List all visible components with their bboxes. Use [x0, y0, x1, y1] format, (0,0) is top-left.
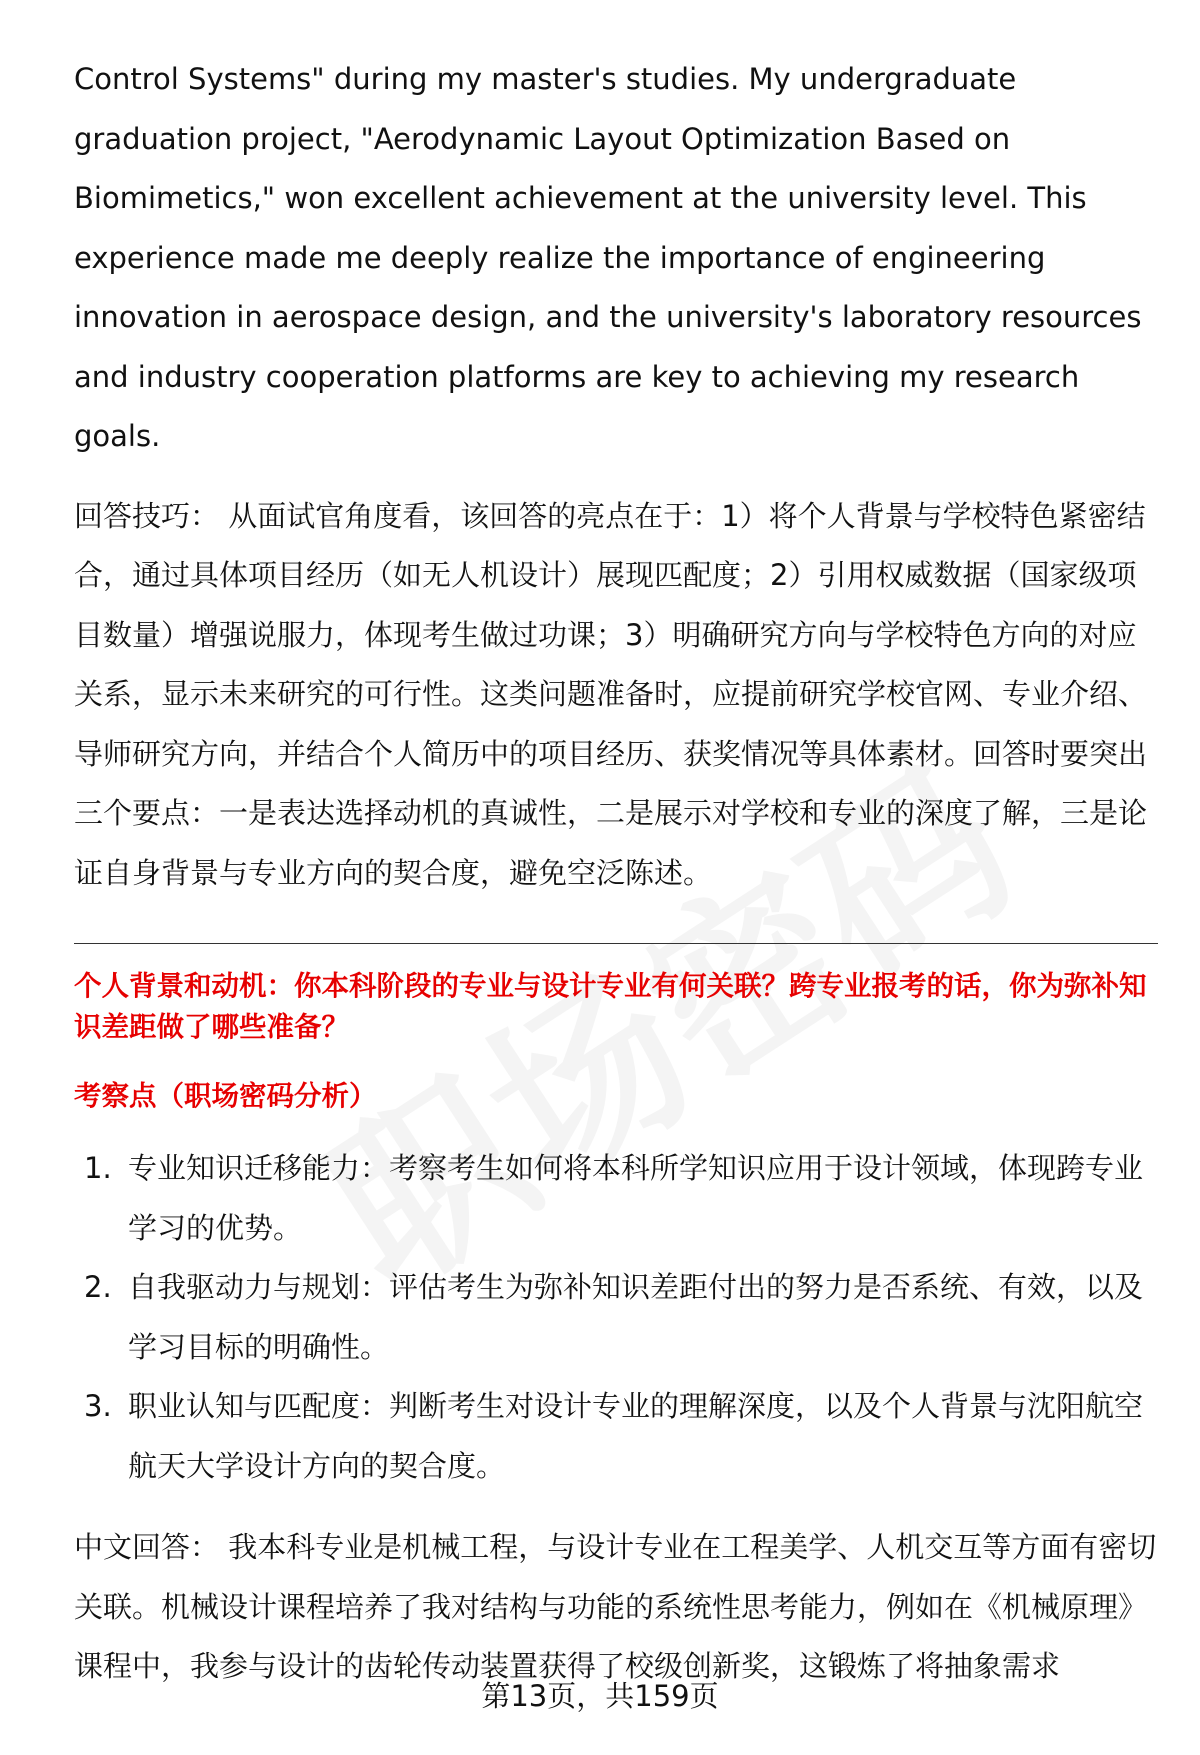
list-item: [74, 1139, 1158, 1258]
list-item-text: 职业认知与匹配度：判断考生对设计专业的理解深度，以及个人背景与沈阳航空航天大学设计方向的契合度。: [128, 1389, 1144, 1483]
assessment-points-list: [74, 1139, 1158, 1496]
list-item: [74, 1258, 1158, 1377]
list-item-text: 自我驱动力与规划：评估考生为弥补知识差距付出的努力是否系统、有效，以及学习目标的明确性。: [128, 1270, 1144, 1364]
section-divider: [74, 943, 1158, 944]
document-body: [74, 50, 1158, 1697]
question-heading: 个人背景和动机：你本科阶段的专业与设计专业有何关联？跨专业报考的话，你为弥补知识差距做了哪些准备？: [74, 970, 1147, 1043]
english-answer-continuation: Control Systems" during my master's studies. My undergraduate graduation project, "Aerodynamic Layout Optimization Based on Biomimetics," won excellent achievement at the university level. This experience made me deeply realize the importance of engineering innovation in aerospace design, and the university's laboratory resources and industry cooperation platforms are key to achieving my research goals.: [74, 62, 1142, 453]
list-item-number: 2.: [84, 1270, 112, 1304]
answer-tips-paragraph: 回答技巧： 从面试官角度看，该回答的亮点在于：1）将个人背景与学校特色紧密结合，通过具体项目经历（如无人机设计）展现匹配度；2）引用权威数据（国家级项目数量）增强说服力，体现考生做过功课；3）明确研究方向与学校特色方向的对应关系，显示未来研究的可行性。这类问题准备时，应提前研究学校官网、专业介绍、导师研究方向，并结合个人简历中的项目经历、获奖情况等具体素材。回答时要突出三个要点：一是表达选择动机的真诚性，二是展示对学校和专业的深度了解，三是论证自身背景与专业方向的契合度，避免空泛陈述。: [74, 498, 1148, 890]
list-item-number: 3.: [84, 1389, 112, 1423]
list-item-text: 专业知识迁移能力：考察考生如何将本科所学知识应用于设计领域，体现跨专业学习的优势。: [128, 1151, 1144, 1245]
assessment-points-heading: 考察点（职场密码分析）: [74, 1080, 377, 1112]
chinese-answer-paragraph: 中文回答： 我本科专业是机械工程，与设计专业在工程美学、人机交互等方面有密切关联。机械设计课程培养了我对结构与功能的系统性思考能力，例如在《机械原理》课程中，我参与设计的齿轮传动装置获得了校级创新奖，这锻炼了将抽象需求: [74, 1530, 1157, 1683]
page-number-footer: 第13页，共159页: [481, 1679, 719, 1713]
list-item-number: 1.: [84, 1151, 112, 1185]
list-item: [74, 1377, 1158, 1496]
